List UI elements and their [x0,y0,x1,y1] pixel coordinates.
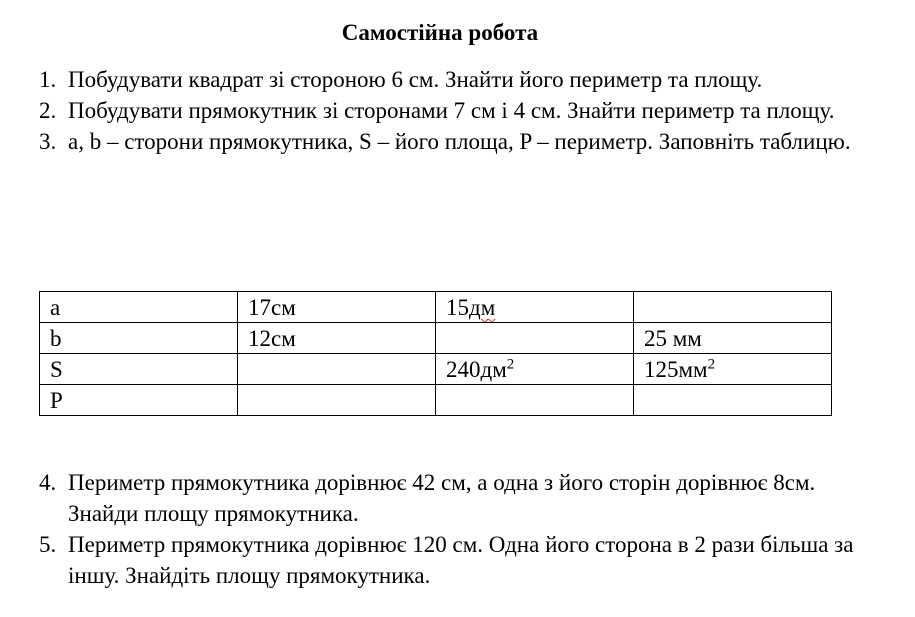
task-text: Побудувати квадрат зі стороною 6 см. Знайти його периметр та площу. [68,67,763,92]
task-list-bottom [0,467,880,591]
task-text: Периметр прямокутника дорівнює 120 см. Одна його сторона в 2 рази більша за іншу. Знайдіть площу прямокутника. [68,532,854,588]
superscript: 2 [506,356,515,373]
table-cell[interactable]: 25 мм [634,323,832,354]
superscript: 2 [707,356,716,373]
table-cell[interactable] [634,292,832,323]
task-text: a, b – сторони прямокутника, S – його площа, P – периметр. Заповніть таблицю. [68,129,851,154]
table-cell[interactable]: 17см [238,292,436,323]
table-cell[interactable] [238,354,436,385]
table-cell-label[interactable]: b [40,323,238,354]
task-item-3 [0,126,880,157]
table-cell[interactable] [436,323,634,354]
table-row [40,354,832,385]
cell-value: 240дм [446,357,507,382]
task-number: 5. [39,532,57,557]
spellcheck-flagged-word: дм [469,295,496,320]
table-cell[interactable] [436,354,634,385]
table-cell[interactable] [436,292,634,323]
table-cell[interactable] [634,385,832,416]
task-text: Периметр прямокутника дорівнює 42 см, а одна з його сторін дорівнює 8см. Знайди площу прямокутника. [68,470,816,526]
task-number: 4. [39,470,57,495]
table-cell[interactable] [238,385,436,416]
table-row [40,323,832,354]
task-item-5 [0,529,880,591]
table-cell-label[interactable]: S [40,354,238,385]
task-item-2 [0,95,880,126]
table-row [40,292,832,323]
task-item-1 [0,64,880,95]
task-text: Побудувати прямокутник зі сторонами 7 см і 4 см. Знайти периметр та площу. [68,98,835,123]
task-list-top [0,64,880,157]
table-row [40,385,832,416]
task-number: 1. [39,67,57,92]
table-cell-label[interactable]: a [40,292,238,323]
task-number: 3. [39,129,57,154]
cell-value: 15 [446,295,469,320]
table-cell[interactable] [634,354,832,385]
task-number: 2. [39,98,57,123]
table-cell-label[interactable]: P [40,385,238,416]
cell-value: 125мм [644,357,708,382]
rectangle-table [39,291,832,416]
page-title: Самостійна робота [341,20,539,45]
table-cell[interactable]: 12см [238,323,436,354]
table-cell[interactable] [436,385,634,416]
task-item-4 [0,467,880,529]
